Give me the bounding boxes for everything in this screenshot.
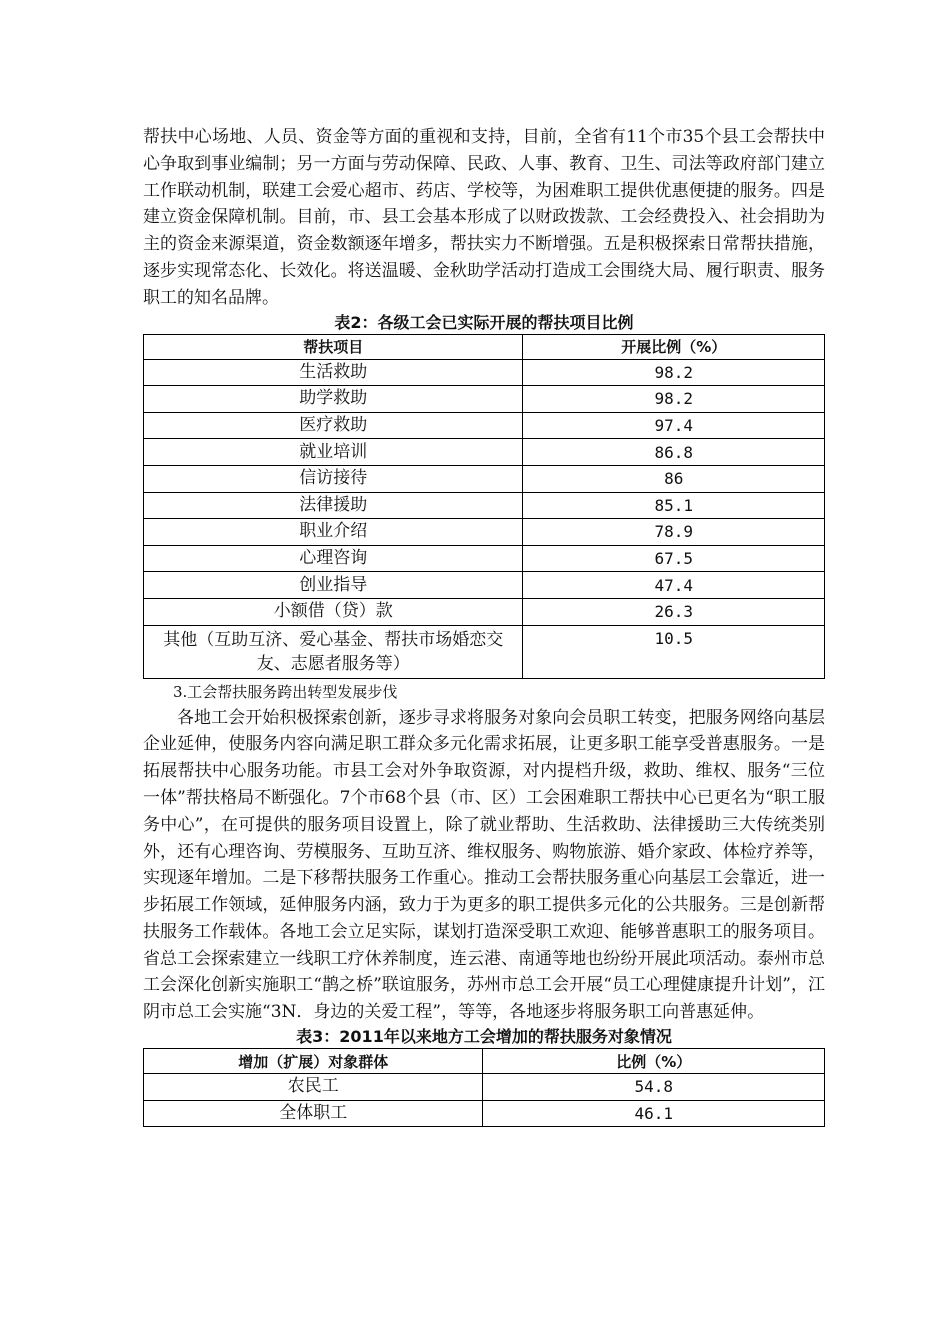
table-header-row xyxy=(144,334,825,359)
table-row xyxy=(144,519,825,546)
item-cell: 农民工 xyxy=(144,1074,483,1101)
table-row xyxy=(144,386,825,413)
value-cell: 67.5 xyxy=(523,545,825,572)
table3-header-group: 增加（扩展）对象群体 xyxy=(144,1049,483,1074)
item-cell: 信访接待 xyxy=(144,465,523,492)
item-cell: 法律援助 xyxy=(144,492,523,519)
item-cell: 就业培训 xyxy=(144,439,523,466)
value-cell: 86 xyxy=(523,465,825,492)
value-cell: 98.2 xyxy=(523,386,825,413)
value-cell: 26.3 xyxy=(523,598,825,625)
section3-heading: 3.工会帮扶服务跨出转型发展步伐 xyxy=(173,682,398,701)
table-row xyxy=(144,465,825,492)
value-cell: 47.4 xyxy=(523,572,825,599)
item-cell: 职业介绍 xyxy=(144,519,523,546)
table3-caption: 表3：2011年以来地方工会增加的帮扶服务对象情况 xyxy=(296,1027,672,1047)
item-cell: 生活救助 xyxy=(144,359,523,386)
table-row xyxy=(144,412,825,439)
table2-header-item: 帮扶项目 xyxy=(144,334,523,359)
section3-paragraph: 各地工会开始积极探索创新，逐步寻求将服务对象向会员职工转变，把服务网络向基层企业延伸，使服务内容向满足职工群众多元化需求拓展，让更多职工能享受普惠服务。一是拓展帮扶中心服务功能。市县工会对外争取资源，对内提档升级，救助、维权、服务“三位一体”帮扶格局不断强化。7个市68个县（市、区）工会困难职工帮扶中心已更名为“职工服务中心”，在可提供的服务项目设置上，除了就业帮助、生活救助、法律援助三大传统类别外，还有心理咨询、劳模服务、互助互济、维权服务、购物旅游、婚介家政、体检疗养等，实现逐年增加。二是下移帮扶服务工作重心。推动工会帮扶服务重心向基层工会靠近，进一步拓展工作领域，延伸服务内涵，致力于为更多的职工提供多元化的公共服务。三是创新帮扶服务工作载体。各地工会立足实际，谋划打造深受职工欢迎、能够普惠职工的服务项目。省总工会探索建立一线职工疗休养制度，连云港、南通等地也纷纷开展此项活动。泰州市总工会深化创新实施职工“鹊之桥”联谊服务，苏州市总工会开展“员工心理健康提升计划”，江阴市总工会实施“3N．身边的关爱工程”，等等，各地逐步将服务职工向普惠延伸。 xyxy=(143,707,825,1023)
table-row xyxy=(144,572,825,599)
value-cell: 98.2 xyxy=(523,359,825,386)
item-cell: 其他（互助互济、爱心基金、帮扶市场婚恋交友、志愿者服务等） xyxy=(144,625,523,678)
item-cell: 小额借（贷）款 xyxy=(144,598,523,625)
item-cell: 助学救助 xyxy=(144,386,523,413)
table-row xyxy=(144,1100,825,1127)
table-header-row xyxy=(144,1049,825,1074)
table-row xyxy=(144,598,825,625)
value-cell: 97.4 xyxy=(523,412,825,439)
table-row xyxy=(144,1074,825,1101)
value-cell: 86.8 xyxy=(523,439,825,466)
table-row xyxy=(144,359,825,386)
table3-header-ratio: 比例（%） xyxy=(483,1049,825,1074)
table2-caption: 表2：各级工会已实际开展的帮扶项目比例 xyxy=(334,312,634,332)
table2 xyxy=(143,334,825,679)
table-row xyxy=(144,625,825,678)
table-row xyxy=(144,545,825,572)
value-cell: 10.5 xyxy=(523,625,825,678)
value-cell: 54.8 xyxy=(483,1074,825,1101)
table2-header-ratio: 开展比例（%） xyxy=(523,334,825,359)
table-row xyxy=(144,492,825,519)
table3 xyxy=(143,1048,825,1127)
item-cell: 全体职工 xyxy=(144,1100,483,1127)
table-row xyxy=(144,439,825,466)
value-cell: 78.9 xyxy=(523,519,825,546)
value-cell: 46.1 xyxy=(483,1100,825,1127)
item-cell: 心理咨询 xyxy=(144,545,523,572)
item-cell: 医疗救助 xyxy=(144,412,523,439)
document-page xyxy=(143,124,825,1127)
intro-paragraph: 帮扶中心场地、人员、资金等方面的重视和支持，目前，全省有11个市35个县工会帮扶中心争取到事业编制；另一方面与劳动保障、民政、人事、教育、卫生、司法等政府部门建立工作联动机制，联建工会爱心超市、药店、学校等，为困难职工提供优惠便捷的服务。四是建立资金保障机制。目前，市、县工会基本形成了以财政拨款、工会经费投入、社会捐助为主的资金来源渠道，资金数额逐年增多，帮扶实力不断增强。五是积极探索日常帮扶措施，逐步实现常态化、长效化。将送温暖、金秋助学活动打造成工会围绕大局、履行职责、服务职工的知名品牌。 xyxy=(143,127,825,308)
value-cell: 85.1 xyxy=(523,492,825,519)
item-cell: 创业指导 xyxy=(144,572,523,599)
